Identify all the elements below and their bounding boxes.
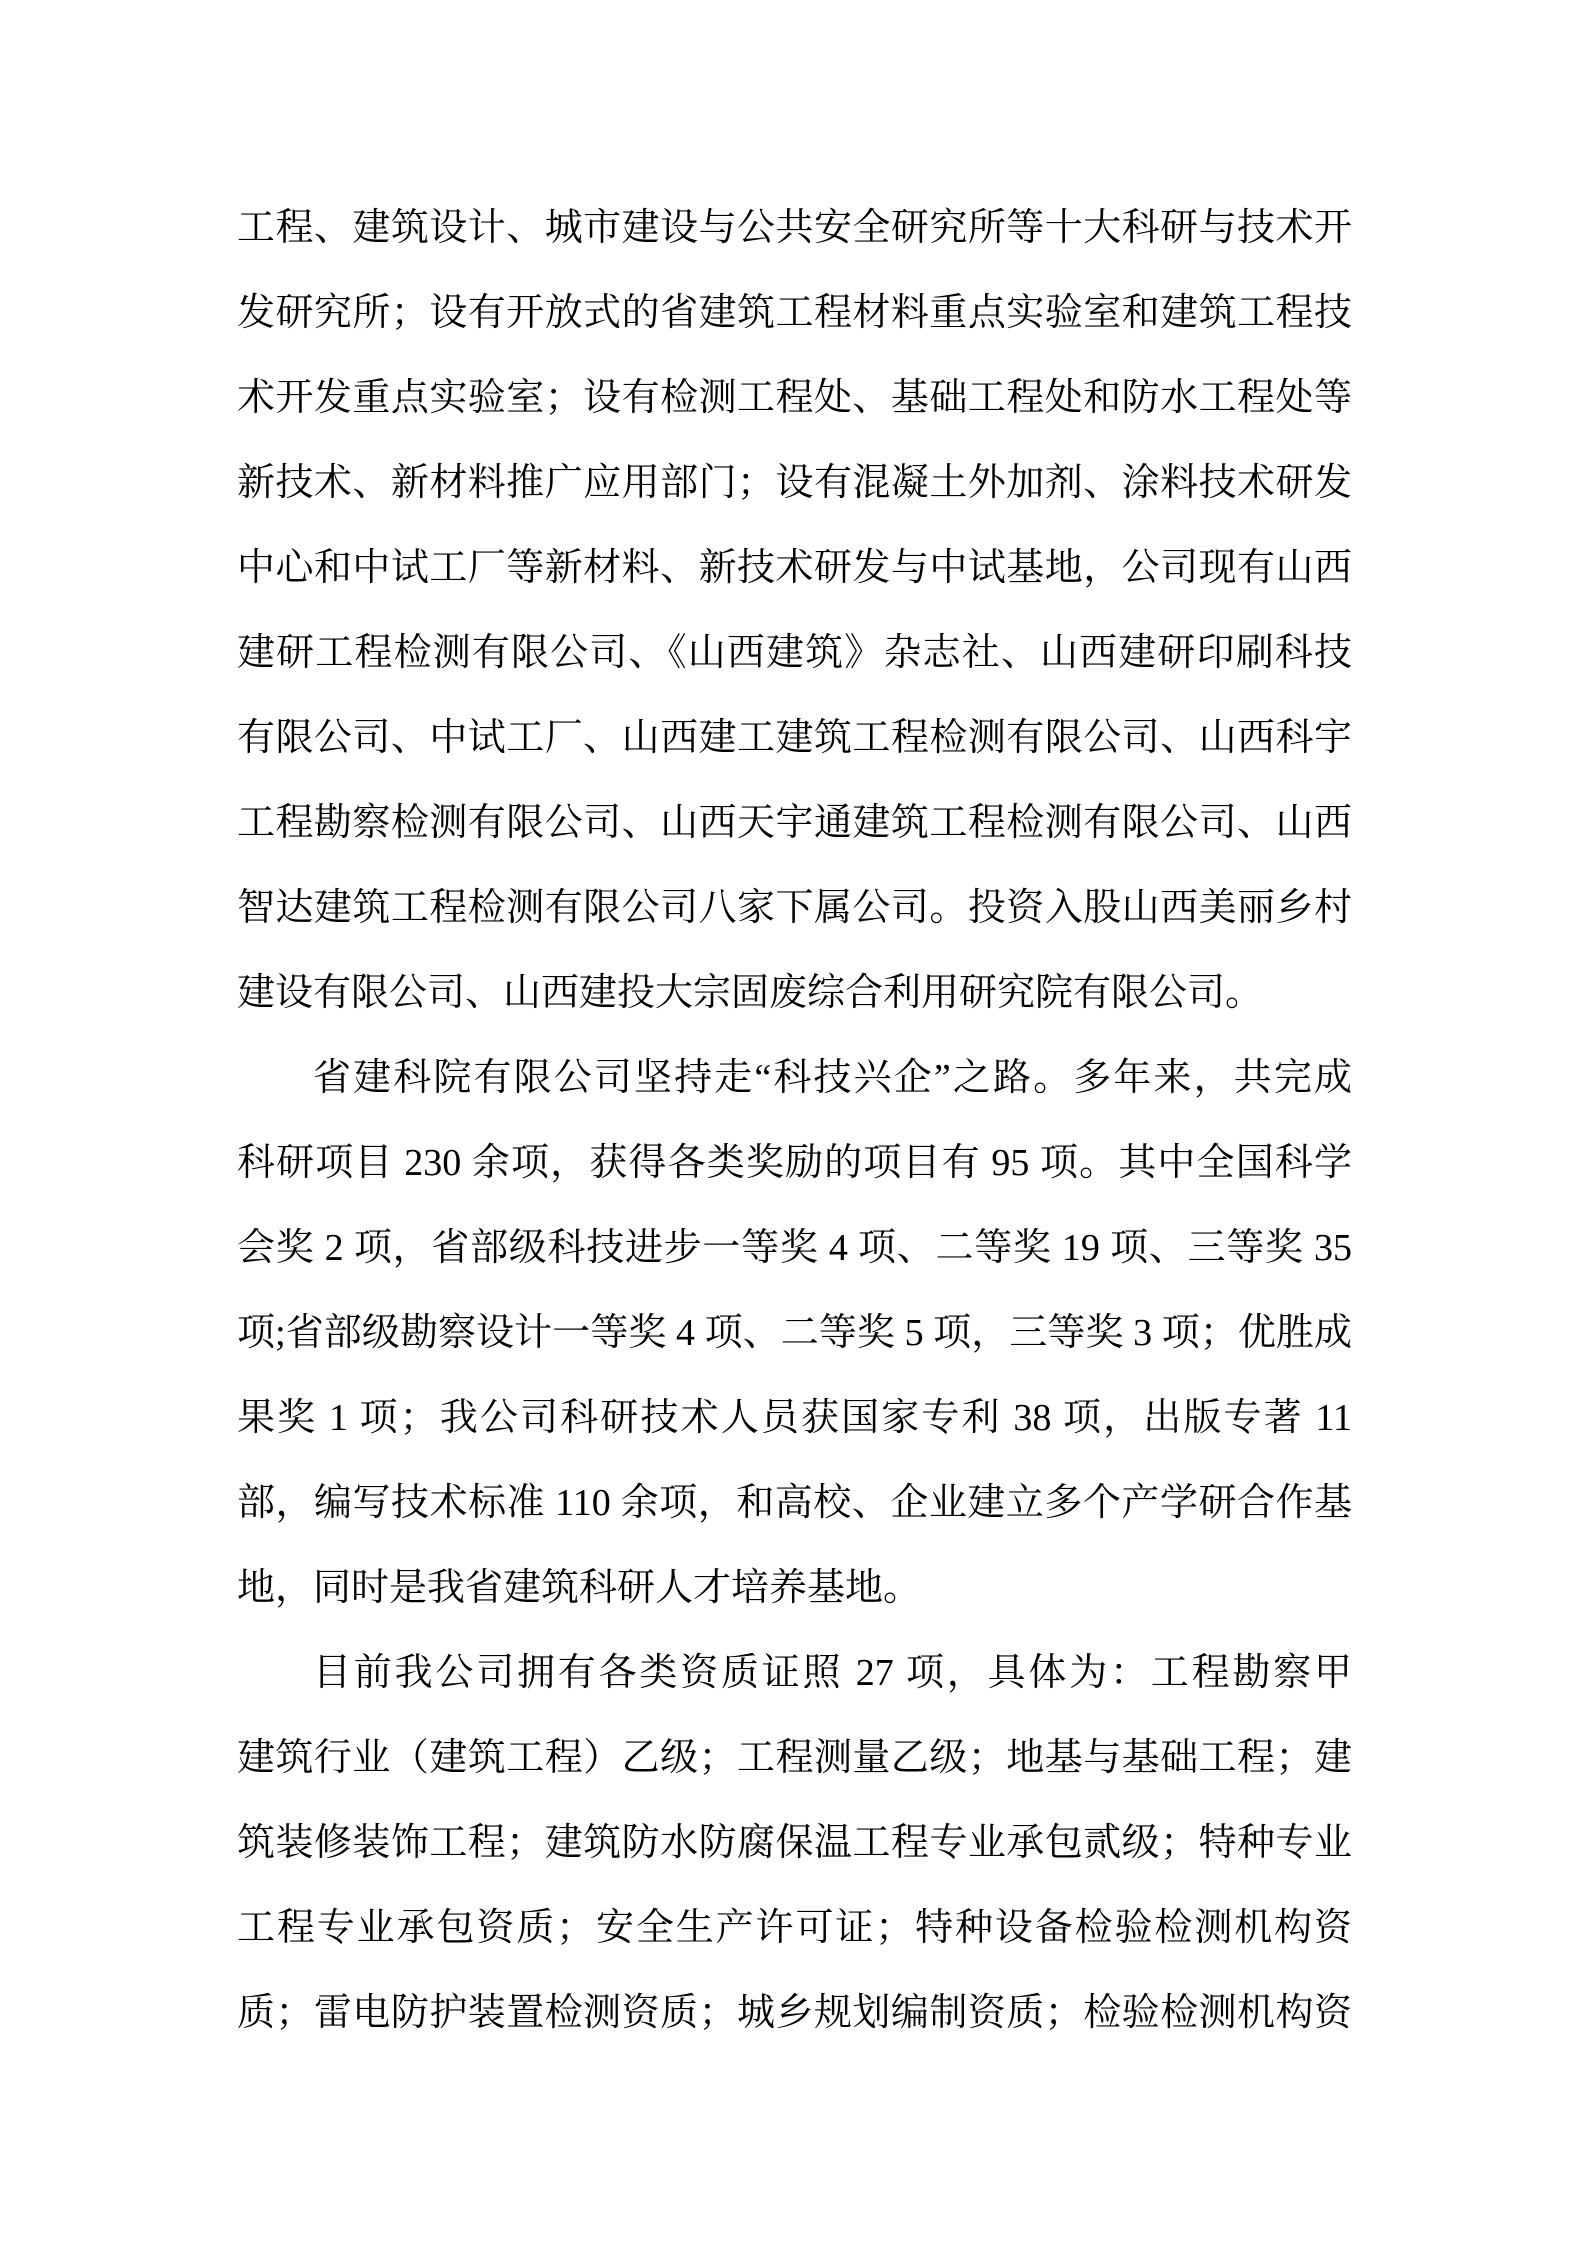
text-line: 工程专业承包资质；安全生产许可证；特种设备检验检测机构资 <box>237 1907 1352 1949</box>
paragraph-qualifications <box>237 1631 1352 2056</box>
text-line: 中心和中试工厂等新材料、新技术研发与中试基地，公司现有山西 <box>237 547 1352 589</box>
text-line: 部，编写技术标准 110 余项，和高校、企业建立多个产学研合作基 <box>237 1482 1352 1524</box>
text-line: 项;省部级勘察设计一等奖 4 项、二等奖 5 项，三等奖 3 项；优胜成 <box>237 1312 1352 1354</box>
text-line: 有限公司、中试工厂、山西建工建筑工程检测有限公司、山西科宇 <box>237 717 1352 759</box>
text-line: 建研工程检测有限公司、《山西建筑》杂志社、山西建研印刷科技 <box>237 632 1352 674</box>
text-line: 果奖 1 项；我公司科研技术人员获国家专利 38 项，出版专著 11 <box>237 1397 1352 1439</box>
text-line: 科研项目 230 余项，获得各类奖励的项目有 95 项。其中全国科学 <box>237 1142 1352 1184</box>
text-line: 建设有限公司、山西建投大宗固废综合利用研究院有限公司。 <box>237 972 1264 1014</box>
text-line: 省建科院有限公司坚持走“科技兴企”之路。多年来，共完成 <box>313 1057 1352 1099</box>
text-line: 智达建筑工程检测有限公司八家下属公司。投资入股山西美丽乡村 <box>237 887 1352 929</box>
page-text-content <box>237 186 1352 2056</box>
text-line: 工程、建筑设计、城市建设与公共安全研究所等十大科研与技术开 <box>237 207 1352 249</box>
text-line: 会奖 2 项，省部级科技进步一等奖 4 项、二等奖 19 项、三等奖 35 <box>237 1227 1352 1269</box>
text-line: 地，同时是我省建筑科研人才培养基地。 <box>237 1567 922 1609</box>
text-line: 发研究所；设有开放式的省建筑工程材料重点实验室和建筑工程技 <box>237 292 1352 334</box>
text-line: 新技术、新材料推广应用部门；设有混凝土外加剂、涂料技术研发 <box>237 462 1352 504</box>
text-line: 工程勘察检测有限公司、山西天宇通建筑工程检测有限公司、山西 <box>237 802 1352 844</box>
text-line: 质；雷电防护装置检测资质；城乡规划编制资质；检验检测机构资 <box>237 1992 1352 2034</box>
text-line: 目前我公司拥有各类资质证照 27 项，具体为：工程勘察甲 <box>313 1652 1352 1694</box>
paragraph-science-achievements <box>237 1036 1352 1631</box>
text-line: 建筑行业（建筑工程）乙级；工程测量乙级；地基与基础工程；建 <box>237 1737 1352 1779</box>
paragraph-research-institutes <box>237 186 1352 1036</box>
text-line: 筑装修装饰工程；建筑防水防腐保温工程专业承包贰级；特种专业 <box>237 1822 1352 1864</box>
text-line: 术开发重点实验室；设有检测工程处、基础工程处和防水工程处等 <box>237 377 1352 419</box>
